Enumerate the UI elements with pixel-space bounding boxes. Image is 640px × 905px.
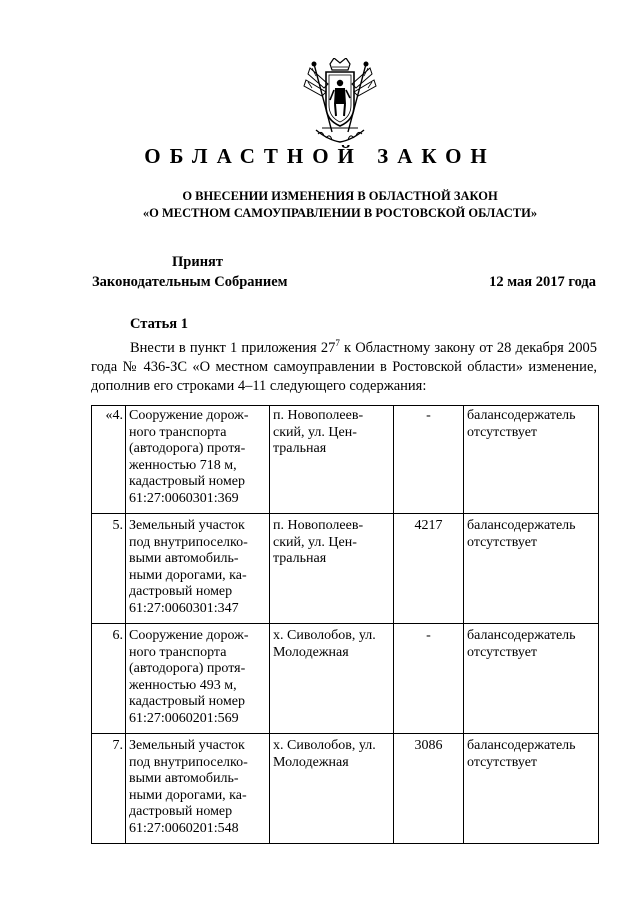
object-description: Земельный участок под внутрипоселко-выми автомобиль-ными дорогами, ка-дастровый номер 61:27:0060201:548 <box>126 734 270 844</box>
adopted-label: Принят <box>172 254 224 270</box>
law-title: ОБЛАСТНОЙ ЗАКОН <box>144 144 496 168</box>
article-text-part-1: Внести в пункт 1 приложения 27 <box>130 340 336 356</box>
object-address: х. Сиволобов, ул. Молодежная <box>270 624 394 734</box>
object-description: Сооружение дорож-ного транспорта (автодорога) протя-женностью 718 м, кадастровый номер 61:27:0060301:369 <box>126 406 270 514</box>
article-text <box>91 339 597 396</box>
balance-holder: балансодержатель отсутствует <box>464 514 599 624</box>
article-text-superscript: 7 <box>335 338 340 349</box>
table-row <box>92 406 599 514</box>
row-number: «4. <box>92 406 126 514</box>
row-number: 7. <box>92 734 126 844</box>
row-number: 6. <box>92 624 126 734</box>
law-subtitle-line-2: «О МЕСТНОМ САМОУПРАВЛЕНИИ В РОСТОВСКОЙ ОБЛАСТИ» <box>142 206 538 220</box>
table-row <box>92 514 599 624</box>
object-area: - <box>394 406 464 514</box>
object-area: 3086 <box>394 734 464 844</box>
table-row <box>92 624 599 734</box>
balance-holder: балансодержатель отсутствует <box>464 734 599 844</box>
article-text-part-2: к Областному закону от 28 декабря 2005 года № 436-ЗС «О местном самоуправлении в Ростовской области» изменение, дополнив его строками 4–11 следующего содержания: <box>91 340 597 394</box>
object-address: п. Новополеев-ский, ул. Цен-тральная <box>270 406 394 514</box>
law-subtitle-line-1: О ВНЕСЕНИИ ИЗМЕНЕНИЯ В ОБЛАСТНОЙ ЗАКОН <box>182 189 498 203</box>
row-number: 5. <box>92 514 126 624</box>
adoption-block <box>92 252 604 292</box>
object-description: Сооружение дорож-ного транспорта (автодорога) протя-женностью 493 м, кадастровый номер 61:27:0060201:569 <box>126 624 270 734</box>
law-subtitle <box>0 188 640 222</box>
object-address: х. Сиволобов, ул. Молодежная <box>270 734 394 844</box>
object-address: п. Новополеев-ский, ул. Цен-тральная <box>270 514 394 624</box>
balance-holder: балансодержатель отсутствует <box>464 406 599 514</box>
table-row <box>92 734 599 844</box>
coat-of-arms-icon <box>302 58 378 146</box>
adoption-date: 12 мая 2017 года <box>489 274 596 290</box>
adopting-body: Законодательным Собранием <box>92 274 288 290</box>
article-heading: Статья 1 <box>130 316 188 332</box>
amendment-table <box>91 405 599 844</box>
object-area: 4217 <box>394 514 464 624</box>
object-area: - <box>394 624 464 734</box>
object-description: Земельный участок под внутрипоселко-выми автомобиль-ными дорогами, ка-дастровый номер 61:27:0060301:347 <box>126 514 270 624</box>
balance-holder: балансодержатель отсутствует <box>464 624 599 734</box>
